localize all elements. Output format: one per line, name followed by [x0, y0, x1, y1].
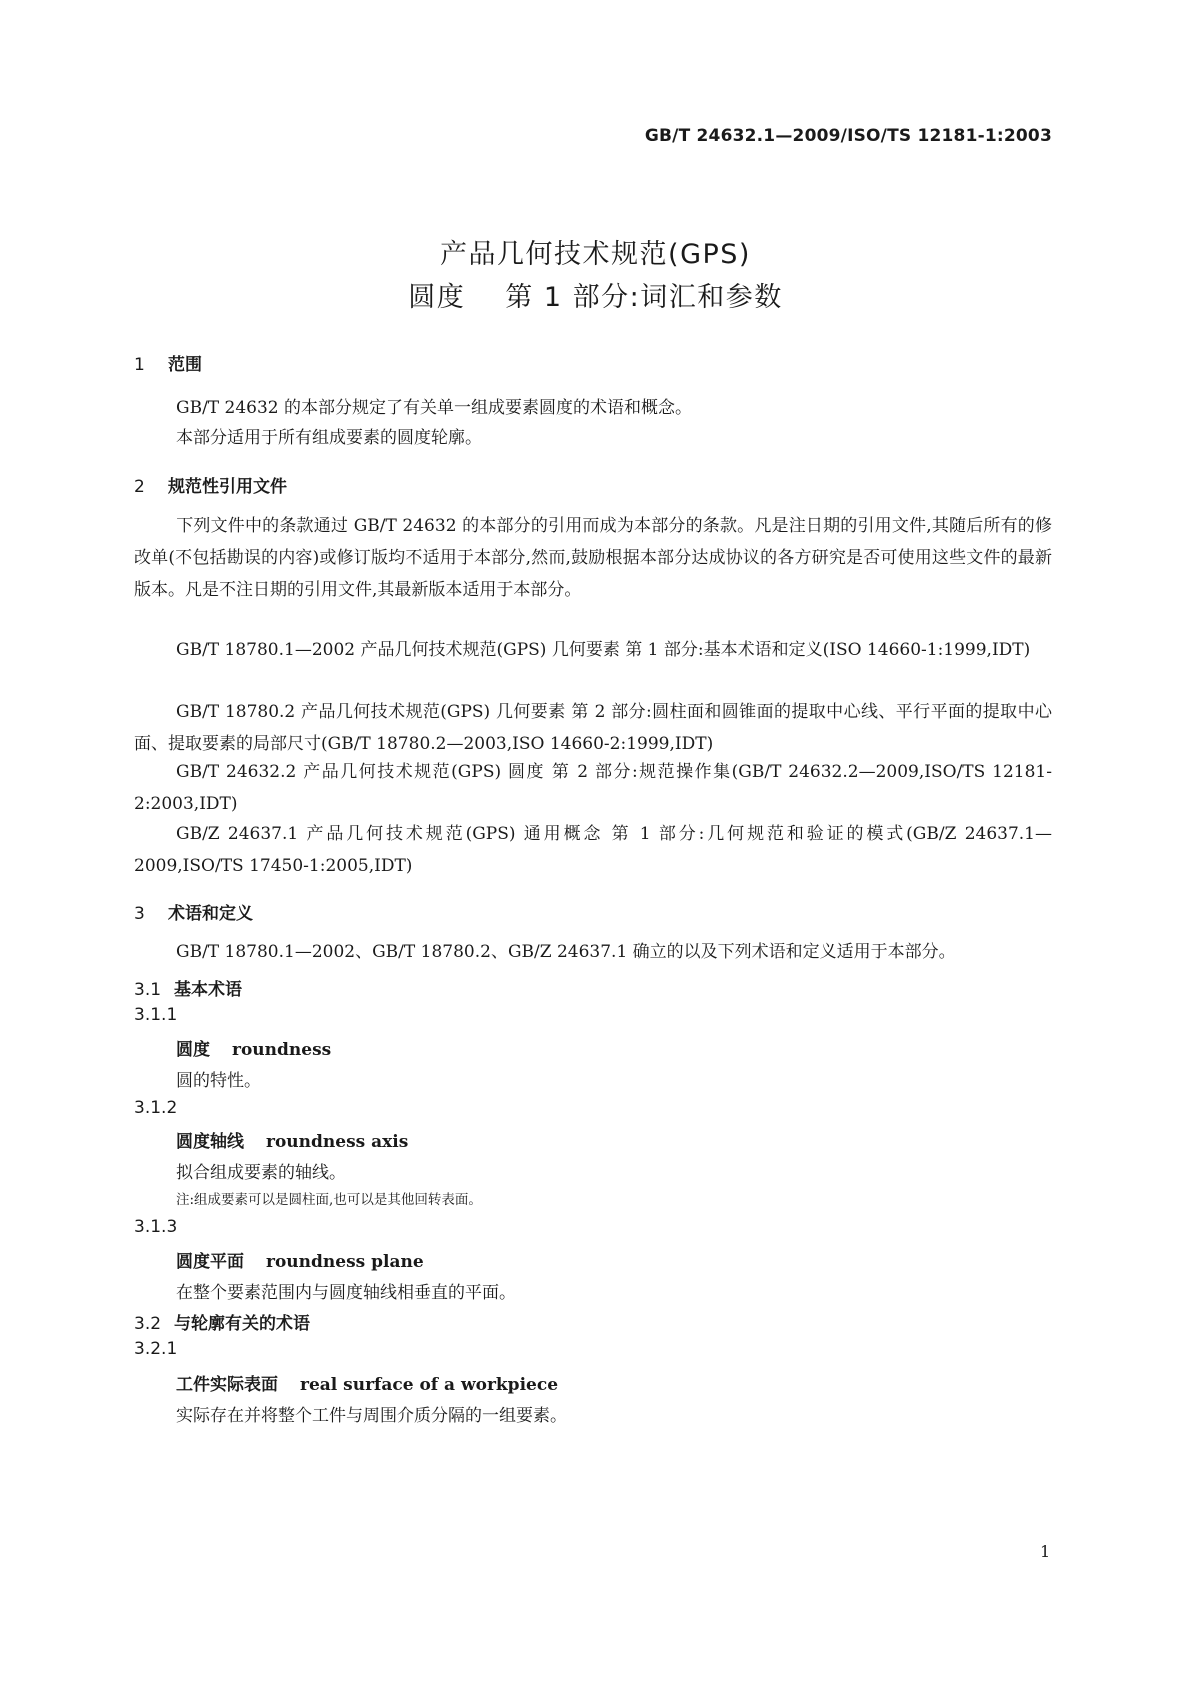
term-3-1-1 — [176, 1035, 331, 1060]
term-3-1-2 — [176, 1127, 408, 1152]
standard-number-header: GB/T 24632.1—2009/ISO/TS 12181-1:2003 — [644, 126, 1052, 146]
subsection-number: 3.1 — [134, 980, 162, 1000]
section-number: 3 — [134, 904, 145, 924]
section-title: 术语和定义 — [168, 904, 253, 924]
section-number: 2 — [134, 477, 145, 497]
subsection-title: 基本术语 — [174, 980, 242, 1000]
section-1-para-2 — [134, 422, 1052, 454]
para-text: 下列文件中的条款通过 GB/T 24632 的本部分的引用而成为本部分的条款。凡是注日期的引用文件,其随后所有的修改单(不包括勘误的内容)或修订版均不适用于本部分,然而,鼓励根据本部分达成协议的各方研究是否可使用这些文件的最新版本。凡是不注日期的引用文件,其最新版本适用于本部分。 — [134, 516, 1052, 600]
term-3-1-3-definition: 在整个要素范围内与圆度轴线相垂直的平面。 — [176, 1283, 516, 1303]
para-text: GB/T 24632 的本部分规定了有关单一组成要素圆度的术语和概念。 — [176, 398, 693, 418]
section-title: 范围 — [168, 355, 202, 375]
reference-gbz-24637-1 — [134, 818, 1052, 882]
reference-gbt-18780-1 — [134, 634, 1052, 666]
section-1-heading — [134, 350, 202, 375]
subsection-3-2-heading — [134, 1309, 310, 1334]
section-3-intro — [134, 936, 1052, 968]
term-3-1-2-number: 3.1.2 — [134, 1098, 178, 1118]
term-english: roundness plane — [266, 1252, 424, 1272]
term-chinese: 圆度平面 — [176, 1252, 244, 1272]
term-3-1-2-definition: 拟合组成要素的轴线。 — [176, 1163, 346, 1183]
term-chinese: 工件实际表面 — [176, 1375, 278, 1395]
page-number: 1 — [1040, 1542, 1051, 1561]
para-text: GB/T 18780.1—2002 产品几何技术规范(GPS) 几何要素 第 1 部分:基本术语和定义(ISO 14660-1:1999,IDT) — [176, 640, 1031, 660]
para-text: GB/T 18780.1—2002、GB/T 18780.2、GB/Z 24637.1 确立的以及下列术语和定义适用于本部分。 — [176, 942, 956, 962]
subsection-3-1-heading — [134, 975, 242, 1000]
term-chinese: 圆度 — [176, 1040, 210, 1060]
para-text: GB/T 24632.2 产品几何技术规范(GPS) 圆度 第 2 部分:规范操作集(GB/T 24632.2—2009,ISO/TS 12181-2:2003,IDT) — [134, 762, 1052, 814]
term-english: real surface of a workpiece — [300, 1375, 559, 1395]
term-3-2-1 — [176, 1370, 558, 1395]
section-number: 1 — [134, 355, 145, 375]
term-3-1-2-note: 注:组成要素可以是圆柱面,也可以是其他回转表面。 — [176, 1192, 482, 1208]
reference-gbt-18780-2 — [134, 696, 1052, 760]
document-title: 产品几何技术规范(GPS) — [440, 239, 751, 270]
term-english: roundness — [232, 1040, 332, 1060]
term-3-1-1-definition: 圆的特性。 — [176, 1071, 261, 1091]
term-chinese: 圆度轴线 — [176, 1132, 244, 1152]
subtitle-part-a: 圆度 — [408, 282, 466, 313]
subtitle-part-b: 第 1 部分:词汇和参数 — [505, 282, 783, 313]
section-title: 规范性引用文件 — [168, 477, 287, 497]
term-english: roundness axis — [266, 1132, 409, 1152]
para-text: 本部分适用于所有组成要素的圆度轮廓。 — [176, 428, 482, 448]
term-3-1-3-number: 3.1.3 — [134, 1217, 178, 1237]
para-text: GB/Z 24637.1 产品几何技术规范(GPS) 通用概念 第 1 部分:几何规范和验证的模式(GB/Z 24637.1—2009,ISO/TS 17450-1:2005,IDT) — [134, 824, 1052, 876]
term-3-1-3 — [176, 1247, 424, 1272]
subsection-title: 与轮廓有关的术语 — [174, 1314, 310, 1334]
section-1-para-1 — [134, 392, 1052, 424]
para-text: GB/T 18780.2 产品几何技术规范(GPS) 几何要素 第 2 部分:圆柱面和圆锥面的提取中心线、平行平面的提取中心面、提取要素的局部尺寸(GB/T 18780.2—2003,ISO 14660-2:1999,IDT) — [134, 702, 1052, 754]
document-subtitle — [0, 275, 1191, 314]
section-2-heading — [134, 472, 287, 497]
term-3-2-1-number: 3.2.1 — [134, 1339, 178, 1359]
term-3-1-1-number: 3.1.1 — [134, 1005, 178, 1025]
reference-gbt-24632-2 — [134, 756, 1052, 820]
term-3-2-1-definition: 实际存在并将整个工件与周围介质分隔的一组要素。 — [176, 1406, 567, 1426]
subsection-number: 3.2 — [134, 1314, 162, 1334]
section-2-intro — [134, 510, 1052, 606]
section-3-heading — [134, 899, 253, 924]
